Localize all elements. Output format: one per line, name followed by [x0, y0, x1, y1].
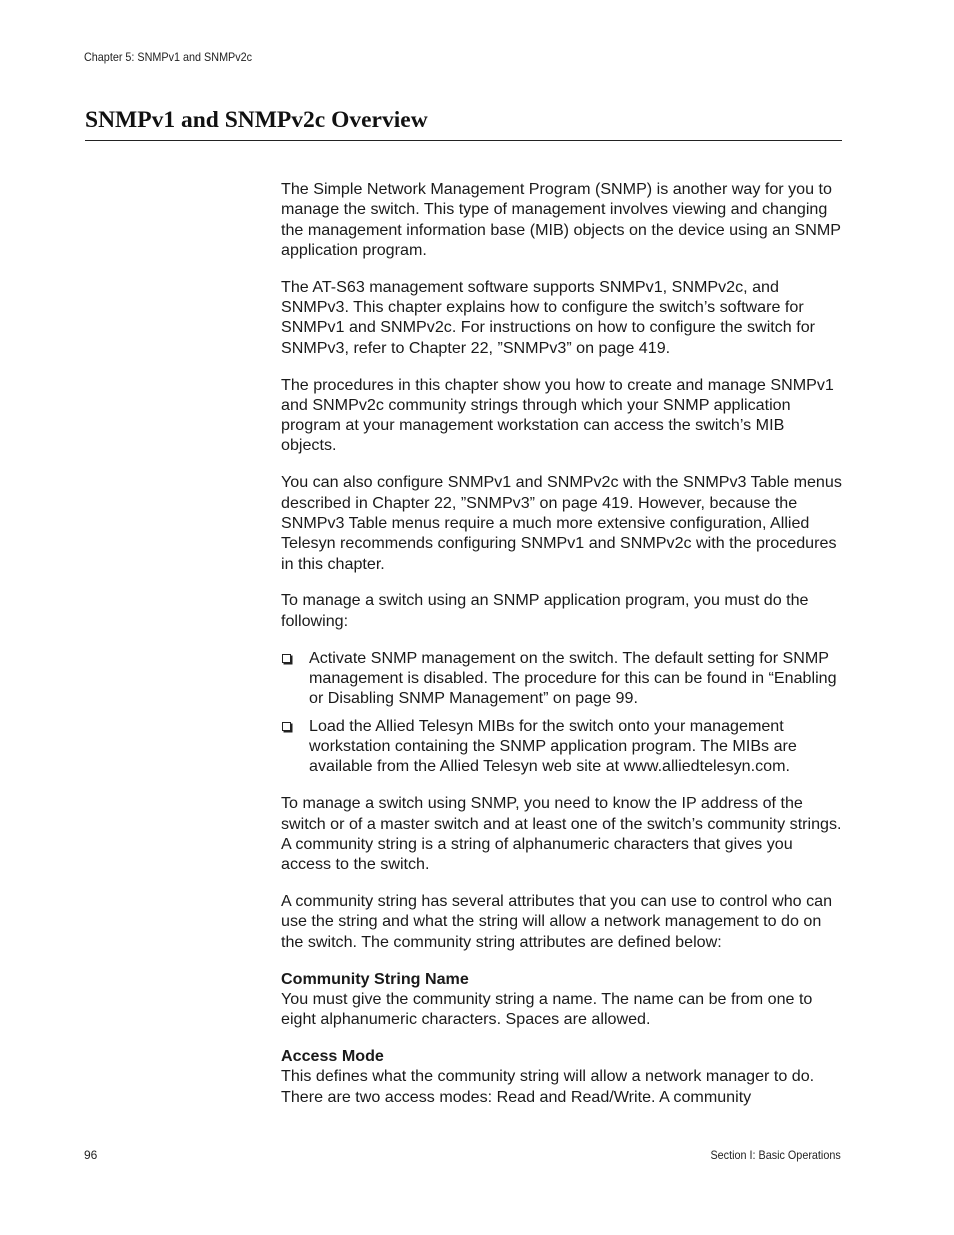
paragraph: You can also configure SNMPv1 and SNMPv2c with the SNMPv3 Table menus described in Chapter 22, ”SNMPv3” on page 419. However, because the SNMPv3 Table menus require a much more extensive configuration, Allied Telesyn recommends configuring SNMPv1 and SNMPv2c with the procedures in this chapter. — [281, 473, 842, 573]
section-footer: Section I: Basic Operations — [710, 1148, 841, 1162]
bullet-list — [281, 648, 843, 777]
list-item-text: Activate SNMP management on the switch. The default setting for SNMP management is disabled. The procedure for this can be found in “Enabling or Disabling SNMP Management” on page 99. — [309, 648, 837, 708]
checkbox-bullet-icon — [282, 722, 291, 731]
body-text — [281, 179, 843, 1124]
paragraph: The AT-S63 management software supports SNMPv1, SNMPv2c, and SNMPv3. This chapter explains how to configure the switch’s software for SNMPv1 and SNMPv2c. For instructions on how to configure the switch for SNMPv3, refer to Chapter 22, ”SNMPv3” on page 419. — [281, 277, 816, 357]
page-title: SNMPv1 and SNMPv2c Overview — [85, 107, 428, 133]
list-item — [281, 648, 843, 709]
list-item-text: Load the Allied Telesyn MIBs for the switch onto your management workstation containing the SNMP application program. The MIBs are available from the Allied Telesyn web site at www.alliedtelesyn.com. — [309, 716, 797, 776]
paragraph: To manage a switch using an SNMP application program, you must do the following: — [281, 591, 809, 630]
paragraph: To manage a switch using SNMP, you need to know the IP address of the switch or of a master switch and at least one of the switch’s community strings. A community string is a string of alphanumeric characters that gives you access to the switch. — [281, 794, 842, 874]
checkbox-bullet-icon — [282, 654, 291, 663]
page-number: 96 — [84, 1148, 98, 1162]
definition-term: Community String Name — [281, 969, 469, 988]
definition-term: Access Mode — [281, 1047, 384, 1066]
title-rule — [85, 140, 842, 141]
paragraph: The Simple Network Management Program (SNMP) is another way for you to manage the switch. This type of management involves viewing and changing the management information base (MIB) objects on the device using an SNMP application program. — [281, 180, 841, 259]
paragraph: A community string has several attributes that you can use to control who can use the string and what the string will allow a network management to do on the switch. The community string attributes are defined below: — [281, 892, 833, 951]
definition-text: This defines what the community string will allow a network manager to do. There are two access modes: Read and Read/Write. A community — [281, 1067, 815, 1106]
definition-text: You must give the community string a name. The name can be from one to eight alphanumeric characters. Spaces are allowed. — [281, 989, 813, 1029]
paragraph: The procedures in this chapter show you how to create and manage SNMPv1 and SNMPv2c community strings through which your SNMP application program at your management workstation can access the switch’s MIB objects. — [281, 375, 834, 455]
list-item — [281, 716, 843, 777]
running-header: Chapter 5: SNMPv1 and SNMPv2c — [84, 50, 253, 64]
